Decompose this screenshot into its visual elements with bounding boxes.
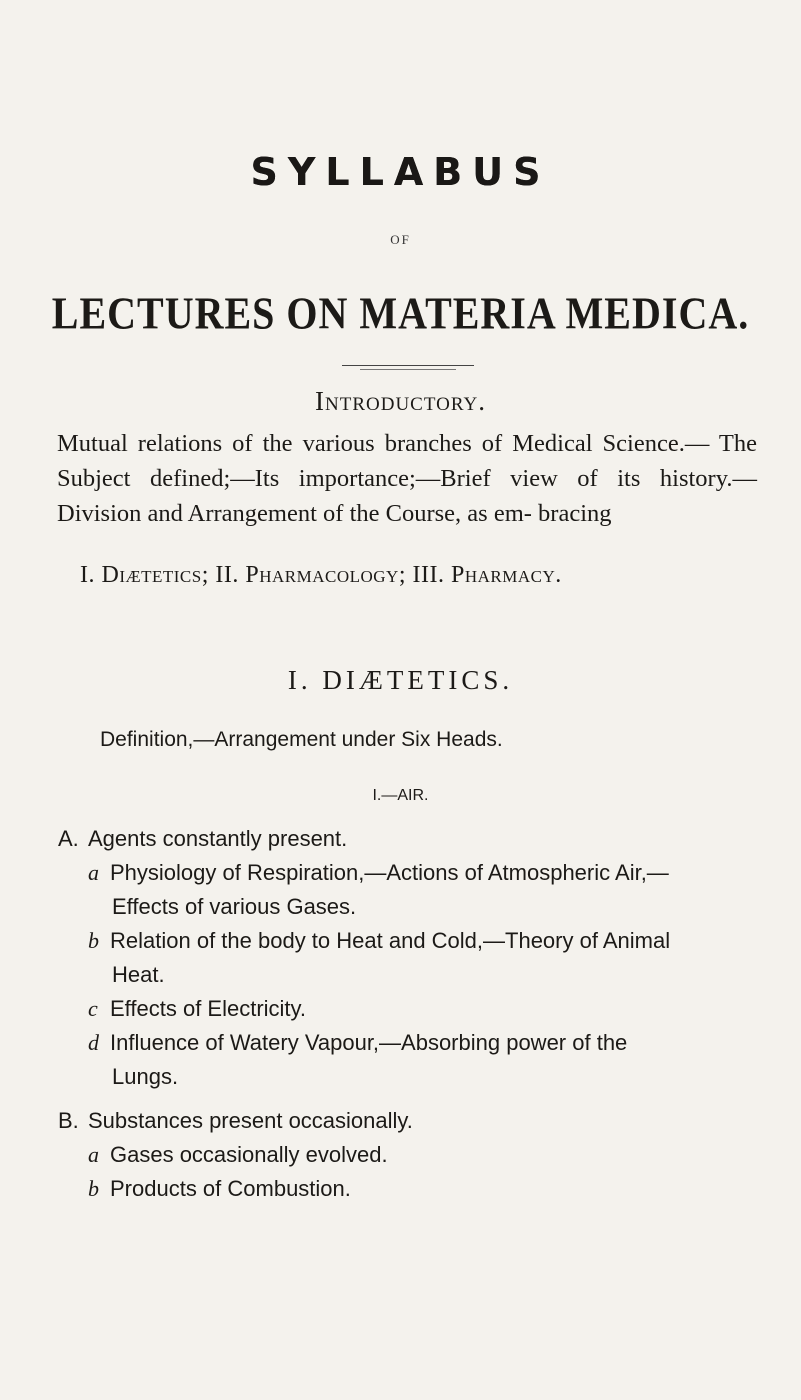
- list-item: [88, 1138, 388, 1172]
- item-label: c: [88, 996, 98, 1021]
- item-text: Relation of the body to Heat and Cold,—Theory of Animal: [110, 928, 671, 953]
- diatetics-heading: I. DIÆTETICS.: [287, 665, 514, 695]
- list-item: [88, 1172, 351, 1206]
- list-item: [88, 1026, 627, 1094]
- item-text: Influence of Watery Vapour,—Absorbing power of the: [110, 1030, 628, 1055]
- section-b-label: B.: [58, 1108, 79, 1133]
- list-item: [88, 924, 670, 992]
- main-title: LECTURES ON MATERIA MEDICA.: [51, 287, 750, 339]
- section-b: [58, 1104, 413, 1138]
- item-label: b: [88, 1176, 99, 1201]
- syllabus-heading: SYLLABUS: [250, 150, 551, 194]
- introductory-heading: Introductory.: [315, 386, 486, 416]
- title-rule-short: [360, 369, 456, 370]
- item-text: Effects of Electricity.: [110, 996, 307, 1021]
- section-a: [58, 822, 347, 856]
- item-label: b: [88, 928, 99, 953]
- item-text-continued: Lungs.: [112, 1064, 179, 1089]
- list-item: [88, 992, 306, 1026]
- item-label: a: [88, 1142, 99, 1167]
- section-a-label: A.: [58, 826, 79, 851]
- course-divisions: I. Diætetics; II. Pharmacology; III. Pharmacy.: [80, 562, 562, 588]
- definition-line: Definition,—Arrangement under Six Heads.: [100, 728, 503, 751]
- section-b-text: Substances present occasionally.: [88, 1108, 413, 1133]
- item-text-continued: Effects of various Gases.: [112, 894, 357, 919]
- of-line: OF: [390, 232, 411, 247]
- item-label: a: [88, 860, 99, 885]
- item-label: d: [88, 1030, 99, 1055]
- item-text: Physiology of Respiration,—Actions of Atmospheric Air,—: [110, 860, 669, 885]
- section-a-text: Agents constantly present.: [88, 826, 348, 851]
- introductory-paragraph: Mutual relations of the various branches of Medical Science.— The Subject defined;—Its importance;—Brief view of its history.—Division and Arrangement of the Course, as em- bracing: [57, 430, 757, 527]
- item-text-continued: Heat.: [112, 962, 165, 987]
- list-item: [88, 856, 669, 924]
- title-rule: [342, 365, 474, 366]
- item-text: Gases occasionally evolved.: [110, 1142, 388, 1167]
- item-text: Products of Combustion.: [110, 1176, 351, 1201]
- air-heading: I.—AIR.: [372, 787, 429, 804]
